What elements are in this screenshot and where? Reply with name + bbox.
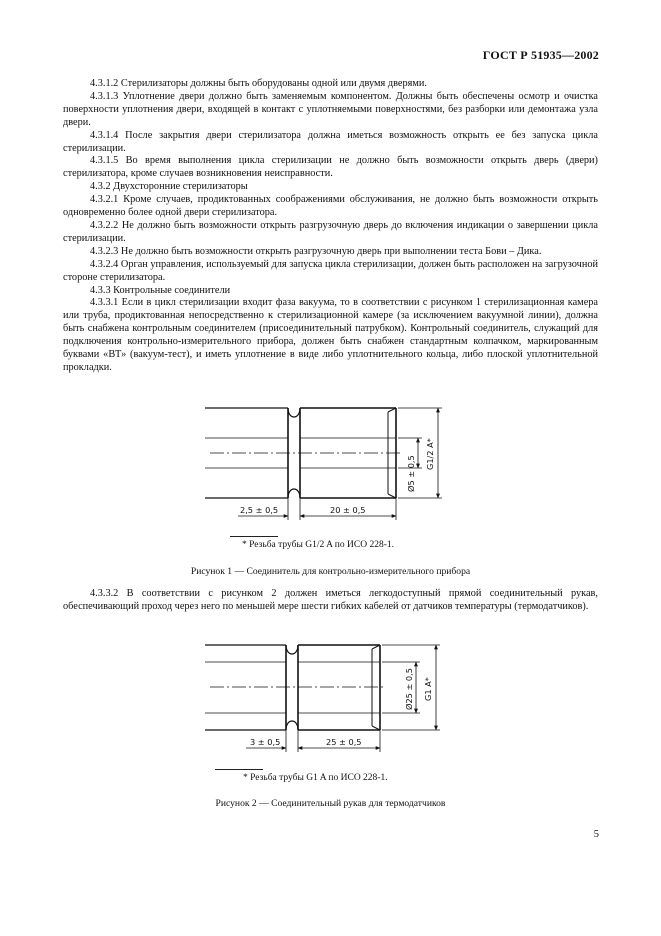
- clause-4-3-2-2: 4.3.2.2 Не должно быть возможности открыть разгрузочную дверь до включения индикации о завершении цикла стерилизации.: [63, 219, 598, 244]
- fig2-dim-length: 25 ± 0,5: [326, 737, 362, 747]
- figure-2-drawing: [0, 635, 661, 760]
- clause-4-3-2-heading: 4.3.2 Двухсторонние стерилизаторы: [90, 181, 248, 193]
- page-number: 5: [593, 829, 599, 840]
- fig2-dim-thread: G1 A*: [423, 677, 433, 701]
- clause-4-3-1-3: 4.3.1.3 Уплотнение двери должно быть заменяемым компонентом. Должны быть обеспечены осмотр и очистка поверхности уплотнения двери, входящей в контакт с уплотняемыми поверхностями, без разборки или демонтажа узла двери.: [63, 90, 598, 128]
- fig2-caption: Рисунок 2 — Соединительный рукав для термодатчиков: [215, 798, 446, 809]
- fig1-dim-thread: G1/2 A*: [425, 438, 435, 470]
- fig2-dim-groove: 3 ± 0,5: [250, 737, 281, 747]
- clause-4-3-1-5: 4.3.1.5 Во время выполнения цикла стерилизации не должно быть возможности открыть дверь (двери) стерилизатора, кроме случаев возникновения неисправности.: [63, 155, 598, 180]
- body-text-top: [63, 78, 598, 375]
- fig1-pipe: [205, 408, 400, 498]
- fig2-footnote: * Резьба трубы G1 A по ИСО 228-1.: [243, 773, 388, 783]
- clause-4-3-3-1: 4.3.3.1 Если в цикл стерилизации входит фаза вакуума, то в соответствии с рисунком 1 стерилизационная камера или труба, продиктованная непосредственно к стерилизационной камере (за исключением вакуумной линии), должна быть снабжена контрольным соединителем (присоединительный патрубком). Контрольный соединитель, служащий для подключения контрольно-измерительного прибора, должен быть снабжен стандартным колпачком, маркированным буквами «ВТ» (вакуум-тест), и иметь уплотнение в виде либо уплотнительного кольца, либо плоской уплотнительной прокладки.: [63, 297, 598, 373]
- fig2-dim-diameter: Ø25 ± 0,5: [404, 668, 414, 710]
- fig1-dim-length: 20 ± 0,5: [330, 505, 366, 515]
- fig1-dim-groove: 2,5 ± 0,5: [240, 505, 279, 515]
- clause-4-3-1-2: 4.3.1.2 Стерилизаторы должны быть оборудованы одной или двумя дверями.: [90, 78, 427, 89]
- fig1-dim-diameter: Ø5 ± 0,5: [406, 455, 416, 492]
- document-header: ГОСТ Р 51935—2002: [482, 48, 599, 62]
- fig2-pipe: [205, 645, 386, 730]
- fig1-footnote-rule: [230, 536, 278, 537]
- fig1-footnote: * Резьба трубы G1/2 A по ИСО 228-1.: [242, 540, 394, 550]
- fig1-caption: Рисунок 1 — Соединитель для контрольно-измерительного прибора: [190, 566, 471, 577]
- clause-4-3-2-1: 4.3.2.1 Кроме случаев, продиктованных соображениями обслуживания, не должно быть возможности открыть одновременно более одной двери стерилизатора.: [63, 194, 598, 219]
- clause-4-3-3-heading: 4.3.3 Контрольные соединители: [90, 284, 231, 296]
- body-text-mid: [63, 588, 598, 614]
- fig2-footnote-rule: [215, 769, 263, 770]
- clause-4-3-2-3: 4.3.2.3 Не должно быть возможности открыть разгрузочную дверь при выполнении теста Бови – Дика.: [90, 245, 542, 257]
- clause-4-3-3-2: 4.3.3.2 В соответствии с рисунком 2 должен иметься легкодоступный прямой соединительный рукав, обеспечивающий проход через него по меньшей мере шести гибких кабелей от датчиков температуры (термодатчиков).: [63, 588, 598, 612]
- figure-1-drawing: [0, 398, 661, 528]
- clause-4-3-2-4: 4.3.2.4 Орган управления, используемый для запуска цикла стерилизации, должен быть расположен на загрузочной стороне стерилизатора.: [63, 258, 598, 283]
- clause-4-3-1-4: 4.3.1.4 После закрытия двери стерилизатора должна иметься возможность открыть ее без запуска цикла стерилизации.: [63, 129, 598, 154]
